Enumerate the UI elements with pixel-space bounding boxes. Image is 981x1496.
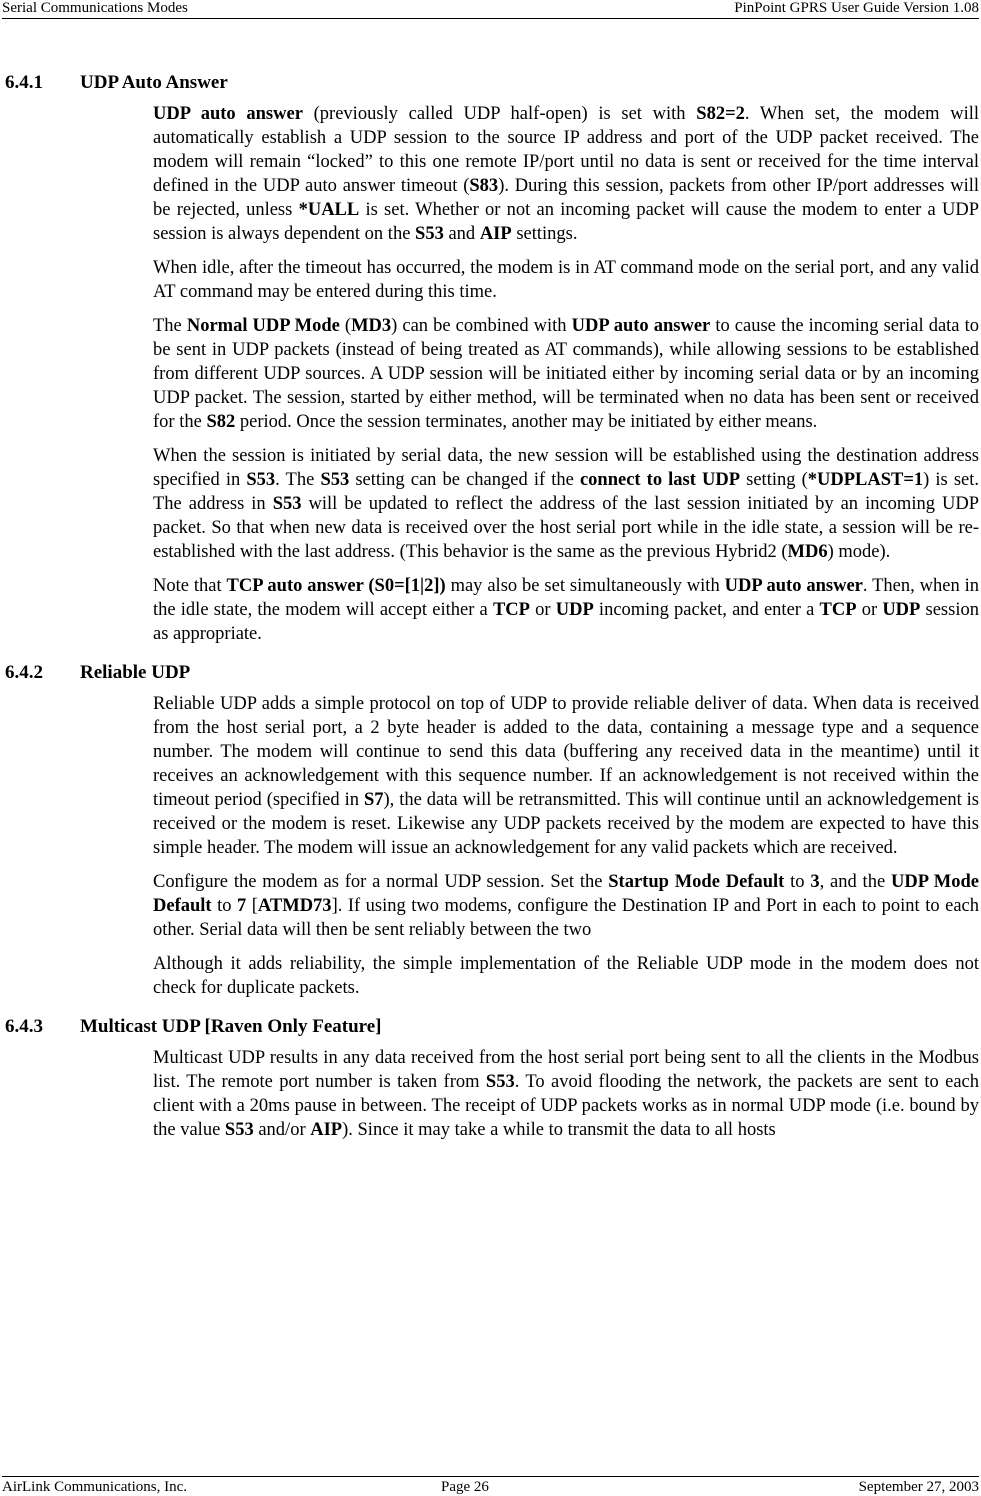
bold-term: S53 (320, 470, 350, 490)
bold-term: Startup Mode Default (608, 872, 785, 892)
section-number: 6.4.1 (5, 72, 43, 93)
footer-date: September 27, 2003 (858, 1479, 979, 1495)
text-run: ). Since it may take a while to transmit the data to all hosts (342, 1120, 776, 1140)
text-run: setting can be changed if the (349, 470, 580, 490)
text-run: and (443, 224, 480, 244)
bold-term: S53 (415, 224, 444, 244)
footer-page-number: Page 26 (441, 1479, 489, 1495)
text-run: . When set, the modem will automatically establish a UDP session to the source IP address and port of the UDP packet received. The modem will remain “locked” to this one remote IP/port until no data is sent or received for the time interval defined in the UDP auto answer timeout ( (153, 104, 979, 196)
text-run: ). During this session, packets from other IP/port addresses will be rejected, unless (153, 176, 979, 220)
header-chapter-title: Serial Communications Modes (2, 0, 188, 16)
bold-term: UDP (555, 600, 594, 620)
paragraph (153, 256, 979, 304)
text-run: Note that (153, 576, 227, 596)
bold-term: S82 (206, 412, 236, 432)
paragraph (153, 1046, 979, 1142)
text-run: setting ( (740, 470, 808, 490)
bold-term: UDP Mode Default (153, 872, 979, 916)
bold-term: AIP (479, 224, 512, 244)
text-run: Although it adds reliability, the simple implementation of the Reliable UDP mode in the modem does not check for duplicate packets. (153, 954, 979, 998)
header-document-title: PinPoint GPRS User Guide Version 1.08 (734, 0, 979, 16)
text-run: ), the data will be retransmitted. This will continue until an acknowledgement is received or the modem is reset. Likewise any UDP packets received by the modem are expected to have this simple header. The modem will issue an acknowledgement for any valid packets which are received. (153, 790, 980, 858)
section-title: UDP Auto Answer (80, 72, 228, 93)
paragraph (153, 952, 979, 1000)
text-run: ) can be combined with (391, 316, 572, 336)
text-run: When the session is initiated by serial data, the new session will be established using the destination address specified in (153, 446, 979, 490)
bold-term: UDP auto answer (724, 576, 863, 596)
bold-term: connect to last UDP (579, 470, 741, 490)
text-run: session as appropriate. (153, 600, 979, 644)
text-run: and/or (253, 1120, 311, 1140)
bold-term: ATMD73 (257, 896, 332, 916)
bold-term: UDP auto answer (571, 316, 711, 336)
bold-term: 3 (810, 872, 820, 892)
paragraph (153, 444, 979, 564)
text-run: When idle, after the timeout has occurred, the modem is in AT command mode on the serial port, and any valid AT command may be entered during this time. (153, 258, 979, 302)
bold-term: S83 (469, 176, 499, 196)
bold-term: AIP (310, 1120, 343, 1140)
page-body (0, 70, 981, 1156)
text-run: The (153, 316, 187, 336)
bold-term: S82=2 (696, 104, 745, 124)
running-footer (2, 1476, 979, 1496)
bold-term: UDP auto answer (153, 104, 303, 124)
section-heading (5, 70, 981, 96)
bold-term: Normal UDP Mode (186, 316, 340, 336)
text-run: to (211, 896, 237, 916)
paragraph (153, 574, 979, 646)
bold-term: TCP (492, 600, 530, 620)
bold-term: MD6 (787, 542, 828, 562)
section-6-4-2 (0, 660, 981, 1000)
bold-term: MD3 (351, 316, 392, 336)
section-6-4-1 (0, 70, 981, 646)
text-run: period. Once the session terminates, another may be initiated by either means. (235, 412, 818, 432)
paragraph (153, 870, 979, 942)
text-run: ) is set. The address in (153, 470, 980, 514)
section-6-4-3 (0, 1014, 981, 1142)
text-run: or (856, 600, 883, 620)
text-run: ( (339, 316, 352, 336)
bold-term: TCP (819, 600, 857, 620)
text-run: to cause the incoming serial data to be sent in UDP packets (instead of being treated as AT commands), while allowing sessions to be established from different UDP sources. A UDP session will be initiated either by incoming serial data or by an incoming UDP packet. The session, started by either method, will be terminated when no data has been sent or received for the (153, 316, 979, 432)
text-run: Configure the modem as for a normal UDP session. Set the (153, 872, 609, 892)
bold-term: S53 (224, 1120, 254, 1140)
bold-term: *UALL (298, 200, 360, 220)
text-run: or (529, 600, 556, 620)
bold-term: TCP auto answer (S0=[1|2]) (226, 576, 446, 596)
text-run: (previously called UDP half-open) is set with (302, 104, 697, 124)
section-number: 6.4.3 (5, 1016, 43, 1037)
text-run: ]. If using two modems, configure the Destination IP and Port in each to point to each other. Serial data will then be sent reliably between the two (153, 896, 979, 940)
text-run: [ (246, 896, 258, 916)
text-run: . To avoid flooding the network, the packets are sent to each client with a 20ms pause in between. The receipt of UDP packets works as in normal UDP mode (i.e. bound by the value (153, 1072, 980, 1140)
text-run: , and the (819, 872, 891, 892)
text-run: may also be set simultaneously with (445, 576, 725, 596)
bold-term: S53 (246, 470, 276, 490)
bold-term: 7 (236, 896, 247, 916)
text-run: will be updated to reflect the address of the last session initiated by an incoming UDP packet. So that when new data is received over the host serial port while in the idle state, a session will be re-established with the last address. (This behavior is the same as the previous Hybrid2 ( (153, 494, 979, 562)
section-heading (5, 1014, 981, 1040)
text-run: settings. (511, 224, 578, 244)
paragraph (153, 314, 979, 434)
section-title: Multicast UDP [Raven Only Feature] (80, 1016, 382, 1037)
text-run: . The (275, 470, 321, 490)
bold-term: *UDPLAST=1 (807, 470, 924, 490)
running-header (2, 0, 979, 19)
text-run: incoming packet, and enter a (593, 600, 820, 620)
bold-term: S53 (272, 494, 302, 514)
bold-term: S53 (485, 1072, 515, 1092)
paragraph (153, 692, 979, 860)
bold-term: S7 (363, 790, 384, 810)
text-run: Reliable UDP adds a simple protocol on top of UDP to provide reliable deliver of data. When data is received from the host serial port, a 2 byte header is added to the data, containing a message type and a sequence number. The modem will continue to send this data (buffering any received data in the meantime) until it receives an acknowledgement with this sequence number. If an acknowledgement is not received within the timeout period (specified in (153, 694, 979, 810)
footer-company: AirLink Communications, Inc. (2, 1479, 187, 1495)
section-number: 6.4.2 (5, 662, 43, 683)
text-run: Multicast UDP results in any data received from the host serial port being sent to all the clients in the Modbus list. The remote port number is taken from (153, 1048, 979, 1092)
section-title: Reliable UDP (80, 662, 191, 683)
text-run: ) mode). (827, 542, 891, 562)
text-run: . Then, when in the idle state, the modem will accept either a (153, 576, 980, 620)
bold-term: UDP (882, 600, 921, 620)
text-run: to (784, 872, 811, 892)
text-run: is set. Whether or not an incoming packet will cause the modem to enter a UDP session is always dependent on the (153, 200, 980, 244)
section-heading (5, 660, 981, 686)
paragraph (153, 102, 979, 246)
